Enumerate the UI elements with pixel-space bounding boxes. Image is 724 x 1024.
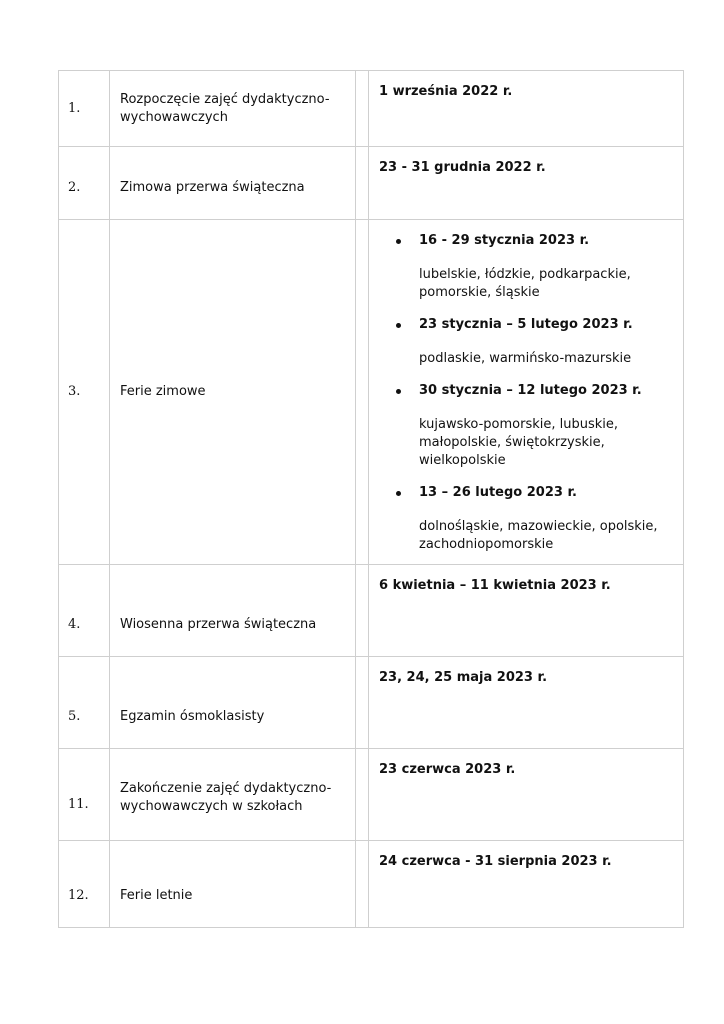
column-gap xyxy=(355,564,368,656)
table-row xyxy=(58,219,684,564)
list-item xyxy=(379,316,675,368)
event-date: 1 września 2022 r. xyxy=(368,70,684,146)
column-gap xyxy=(355,70,368,146)
table-row xyxy=(58,146,684,219)
event-date: 23 - 31 grudnia 2022 r. xyxy=(368,146,684,219)
period-dates: 30 stycznia – 12 lutego 2023 r. xyxy=(419,383,642,398)
event-date: 23 czerwca 2023 r. xyxy=(368,748,684,840)
column-gap xyxy=(355,748,368,840)
row-number: 11. xyxy=(58,748,109,840)
table-row xyxy=(58,840,684,928)
bullet-icon xyxy=(396,389,401,394)
list-item xyxy=(379,484,675,554)
column-gap xyxy=(355,840,368,928)
winter-break-list xyxy=(379,232,675,554)
row-number: 12. xyxy=(58,840,109,928)
period-regions: lubelskie, łódzkie, podkarpackie, pomorskie, śląskie xyxy=(419,267,631,300)
column-gap xyxy=(355,219,368,564)
period-regions: dolnośląskie, mazowieckie, opolskie, zachodniopomorskie xyxy=(419,519,658,552)
column-gap xyxy=(355,146,368,219)
table-row xyxy=(58,748,684,840)
event-name: Rozpoczęcie zajęć dydaktyczno-wychowawczych xyxy=(109,70,355,146)
school-calendar-table xyxy=(58,70,684,928)
table-row xyxy=(58,564,684,656)
period-dates: 13 – 26 lutego 2023 r. xyxy=(419,485,577,500)
row-number: 1. xyxy=(58,70,109,146)
period-regions: kujawsko-pomorskie, lubuskie, małopolskie, świętokrzyskie, wielkopolskie xyxy=(419,417,619,468)
column-gap xyxy=(355,656,368,748)
bullet-icon xyxy=(396,491,401,496)
event-date: 6 kwietnia – 11 kwietnia 2023 r. xyxy=(368,564,684,656)
table-row xyxy=(58,656,684,748)
list-item xyxy=(379,232,675,302)
period-regions: podlaskie, warmińsko-mazurskie xyxy=(419,351,632,366)
event-name: Wiosenna przerwa świąteczna xyxy=(109,564,355,656)
event-name: Zakończenie zajęć dydaktyczno-wychowawczych w szkołach xyxy=(109,748,355,840)
row-number: 4. xyxy=(58,564,109,656)
winter-break-periods xyxy=(368,219,684,564)
table-row xyxy=(58,70,684,146)
list-item xyxy=(379,382,675,470)
event-date: 24 czerwca - 31 sierpnia 2023 r. xyxy=(368,840,684,928)
event-name: Ferie zimowe xyxy=(109,219,355,564)
event-name: Zimowa przerwa świąteczna xyxy=(109,146,355,219)
bullet-icon xyxy=(396,323,401,328)
row-number: 2. xyxy=(58,146,109,219)
event-name: Egzamin ósmoklasisty xyxy=(109,656,355,748)
row-number: 5. xyxy=(58,656,109,748)
event-name: Ferie letnie xyxy=(109,840,355,928)
period-dates: 23 stycznia – 5 lutego 2023 r. xyxy=(419,317,633,332)
row-number: 3. xyxy=(58,219,109,564)
event-date: 23, 24, 25 maja 2023 r. xyxy=(368,656,684,748)
period-dates: 16 - 29 stycznia 2023 r. xyxy=(419,233,590,248)
bullet-icon xyxy=(396,239,401,244)
